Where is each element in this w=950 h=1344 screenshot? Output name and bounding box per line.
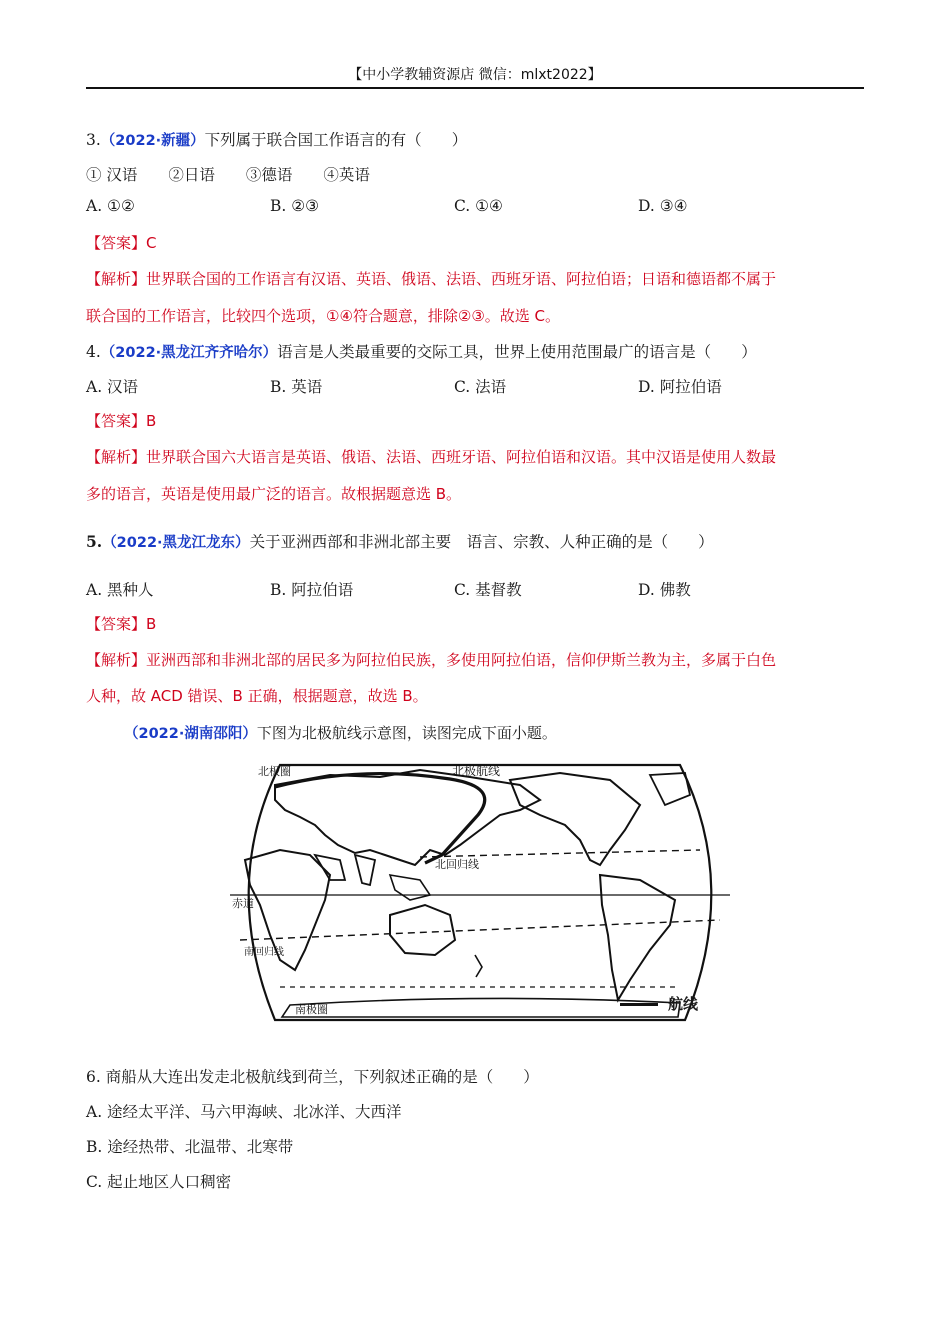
arctic-route-map <box>220 755 740 1030</box>
question-number: 4. <box>86 343 101 361</box>
question-source: （2022·黑龙江龙东） <box>102 535 250 551</box>
question-number: 3. <box>86 131 101 149</box>
question-number: 5. <box>86 532 103 551</box>
question-3-stem <box>86 128 467 150</box>
question-text: 语言是人类最重要的交际工具，世界上使用范围最广的语言是（ <box>277 343 712 361</box>
answer-value: C <box>146 234 157 252</box>
question-text-end: ） <box>698 533 714 551</box>
question-3-option-d: D. ③④ <box>638 197 688 215</box>
question-4-option-d: D. 阿拉伯语 <box>638 378 722 396</box>
analysis-label: 【解析】 <box>86 651 147 669</box>
question-5-option-b: B. 阿拉伯语 <box>270 581 354 599</box>
question-text-end: ） <box>451 131 468 149</box>
map-frame <box>249 765 712 1020</box>
answer-value: B <box>146 412 157 430</box>
question-text-end: ） <box>523 1068 539 1086</box>
question-5-option-d: D. 佛教 <box>638 581 691 599</box>
question-3-analysis-line-2: 联合国的工作语言，比较四个选项，①④符合题意，排除②③。故选 C。 <box>86 307 561 325</box>
question-4-answer <box>86 410 156 431</box>
question-source: （2022·黑龙江齐齐哈尔） <box>100 345 278 361</box>
question-3-analysis-line-1 <box>86 268 776 289</box>
intro-text: 下图为北极航线示意图，读图完成下面小题。 <box>256 724 557 742</box>
question-3-option-b: B. ②③ <box>270 197 320 215</box>
question-3-answer <box>86 232 157 253</box>
question-3-option-c: C. ①④ <box>454 197 503 215</box>
legend-route-label: 航线 <box>668 995 699 1013</box>
question-5-answer <box>86 613 156 634</box>
question-text: 下列属于联合国工作语言的有（ <box>204 131 422 149</box>
question-4-option-a: A. 汉语 <box>86 378 139 396</box>
question-text: 关于亚洲西部和非洲北部主要 语言、宗教、人种正确的是（ <box>249 533 669 551</box>
label-tropic-of-cancer: 北回归线 <box>435 858 479 871</box>
question-text-end: ） <box>741 343 757 361</box>
question-4-option-b: B. 英语 <box>270 378 323 396</box>
label-antarctic-circle: 南极圈 <box>295 1003 328 1016</box>
question-5-analysis-line-2: 人种，故 ACD 错误、B 正确，根据题意，故选 B。 <box>86 687 428 705</box>
question-4-stem <box>86 340 757 362</box>
label-equator: 赤道 <box>232 897 254 910</box>
answer-label: 【答案】 <box>86 615 147 633</box>
legend-route-line <box>620 1003 658 1006</box>
world-map-svg <box>220 755 740 1030</box>
question-4-option-c: C. 法语 <box>454 378 507 396</box>
analysis-text: 世界联合国的工作语言有汉语、英语、俄语、法语、西班牙语、阿拉伯语；日语和德语都不属于 <box>146 270 777 288</box>
question-source: （2022·湖南邵阳） <box>124 726 257 742</box>
analysis-label: 【解析】 <box>86 448 147 466</box>
question-3-items: ① 汉语 ②日语 ③德语 ④英语 <box>86 166 370 184</box>
answer-label: 【答案】 <box>86 234 147 252</box>
header-rule <box>86 87 864 89</box>
question-4-analysis-line-2: 多的语言，英语是使用最广泛的语言。故根据题意选 B。 <box>86 485 462 503</box>
question-5-analysis-line-1 <box>86 649 776 670</box>
label-arctic-circle: 北极圈 <box>258 765 291 778</box>
answer-value: B <box>146 615 157 633</box>
question-text: 6. 商船从大连出发走北极航线到荷兰，下列叙述正确的是（ <box>86 1068 494 1086</box>
label-tropic-of-capricorn: 南回归线 <box>244 947 284 958</box>
question-source: （2022·新疆） <box>100 133 205 149</box>
question-6-option-c: C. 起止地区人口稠密 <box>86 1173 232 1191</box>
analysis-text: 世界联合国六大语言是英语、俄语、法语、西班牙语、阿拉伯语和汉语。其中汉语是使用人数最 <box>146 448 777 466</box>
analysis-text: 亚洲西部和非洲北部的居民多为阿拉伯民族，多使用阿拉伯语，信仰伊斯兰教为主，多属于白色 <box>146 651 777 669</box>
question-5-stem <box>86 530 714 552</box>
question-5-option-c: C. 基督教 <box>454 581 522 599</box>
answer-label: 【答案】 <box>86 412 147 430</box>
analysis-label: 【解析】 <box>86 270 147 288</box>
question-3-option-a: A. ①② <box>86 197 135 215</box>
question-6-option-b: B. 途经热带、北温带、北寒带 <box>86 1138 294 1156</box>
question-5-option-a: A. 黑种人 <box>86 581 154 599</box>
page-header: 【中小学教辅资源店 微信：mlxt2022】 <box>348 67 602 83</box>
question-6-option-a: A. 途经太平洋、马六甲海峡、北冰洋、大西洋 <box>86 1103 402 1121</box>
question-6-stem <box>86 1065 539 1087</box>
question-4-analysis-line-1 <box>86 446 776 467</box>
label-arctic-route: 北极航线 <box>452 764 501 778</box>
map-question-intro <box>124 722 557 743</box>
